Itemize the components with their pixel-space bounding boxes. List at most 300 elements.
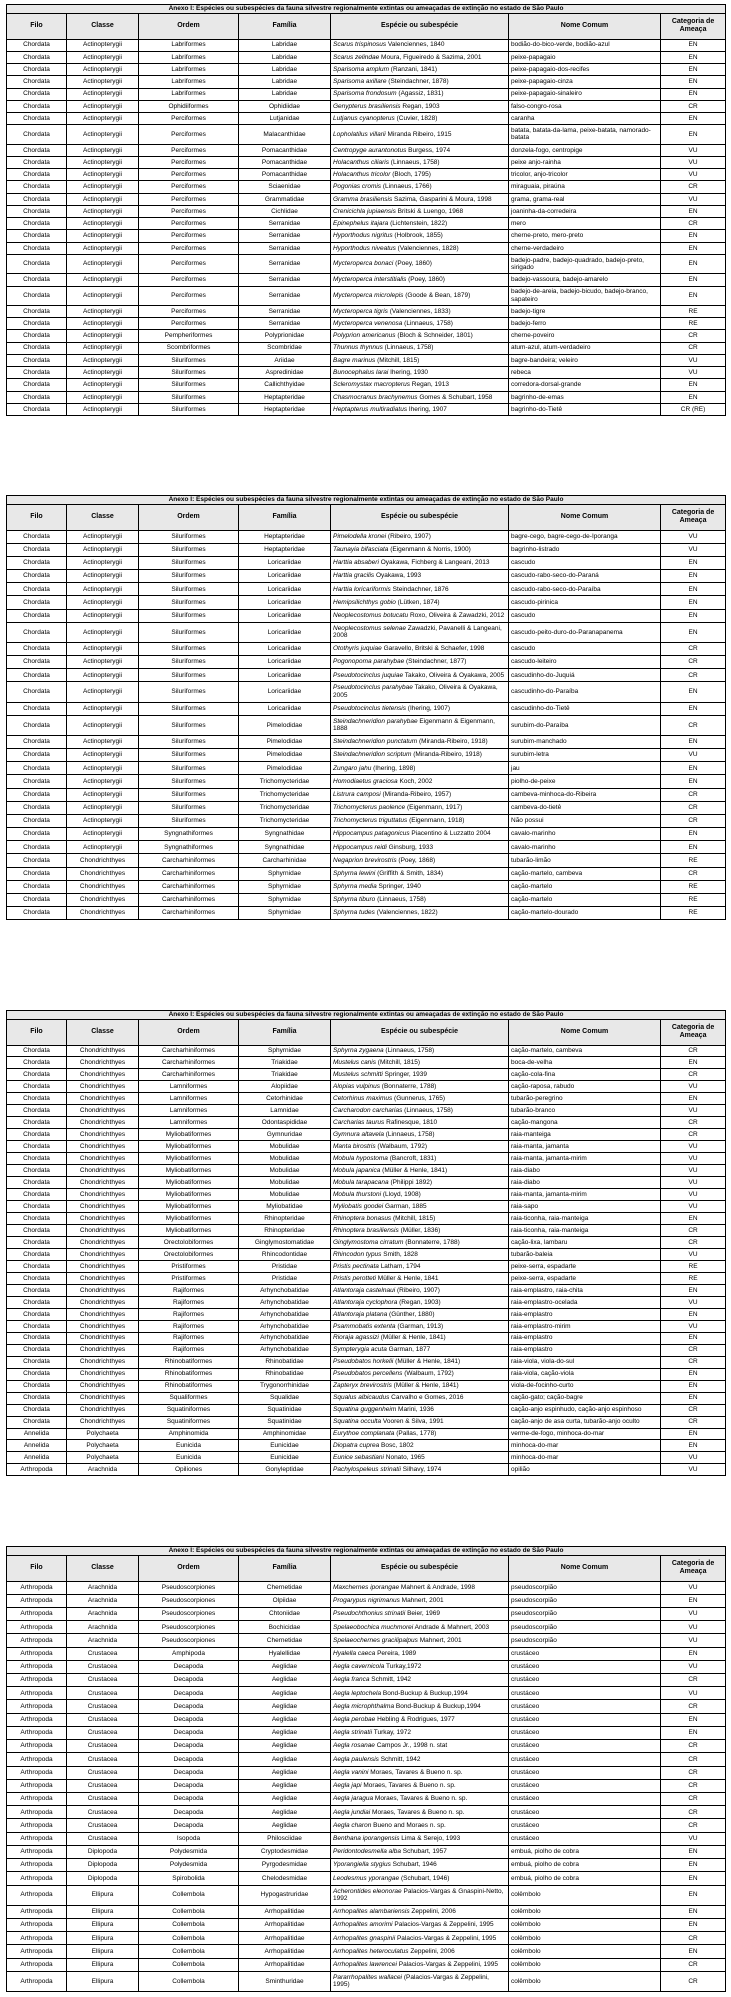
cell-familia: Alopiidae	[239, 1081, 331, 1093]
cell-filo: Chordata	[7, 181, 67, 193]
cell-categoria: CR	[661, 1356, 726, 1368]
cell-categoria: VU	[661, 1581, 726, 1594]
cell-classe: Actinopterygii	[67, 76, 139, 88]
cell-classe: Chondrichthyes	[67, 1117, 139, 1129]
cell-classe: Chondrichthyes	[67, 1129, 139, 1141]
cell-categoria: CR	[661, 1416, 726, 1428]
cell-categoria: CR	[661, 1932, 726, 1945]
cell-familia: Sphyrnidae	[239, 907, 331, 920]
cell-nome-comum: cascudo-rabo-seco-do-Paraíba	[509, 583, 661, 596]
cell-especie	[331, 342, 509, 354]
species-author: (Cuvier, 1828)	[394, 114, 438, 122]
species-author: Turkay, 1972	[372, 1729, 411, 1737]
species-name: Zapteryx brevirostris	[333, 1382, 392, 1390]
species-author: (Günther, 1880)	[387, 1310, 435, 1318]
cell-categoria: CR	[661, 1237, 726, 1249]
cell-especie	[331, 1594, 509, 1607]
species-name: Squalus albicaudus	[333, 1394, 390, 1402]
cell-filo: Chordata	[7, 893, 67, 906]
species-table	[6, 495, 726, 920]
cell-familia: Serranidae	[239, 218, 331, 230]
table-row	[7, 1700, 726, 1713]
cell-familia: Lutjanidae	[239, 113, 331, 125]
species-author: Mahnert, 2001	[399, 1597, 444, 1605]
cell-nome-comum: peixe-papagaio-dos-recifes	[509, 64, 661, 76]
species-name: Carcharias taurus	[333, 1119, 385, 1127]
cell-nome-comum: badejo-vassoura, badejo-amarelo	[509, 274, 661, 286]
species-name: Steindachneridion punctatum	[333, 738, 418, 746]
cell-especie	[331, 749, 509, 762]
cell-nome-comum: cherne-verdadeiro	[509, 242, 661, 254]
cell-familia: Sphyrnidae	[239, 867, 331, 880]
cell-nome-comum: cação-mangona	[509, 1117, 661, 1129]
species-name: Aegla strinatii	[333, 1729, 373, 1737]
table-row	[7, 1189, 726, 1201]
cell-categoria: VU	[661, 543, 726, 556]
cell-especie	[331, 682, 509, 702]
table-row	[7, 1660, 726, 1673]
cell-nome-comum: cambeva-do-tietê	[509, 801, 661, 814]
cell-classe: Chondrichthyes	[67, 1057, 139, 1069]
cell-nome-comum: opilião	[509, 1464, 661, 1476]
cell-categoria: VU	[661, 530, 726, 543]
cell-ordem: Orectolobiformes	[139, 1237, 239, 1249]
species-author: Palacios-Vargas & Zeppelini, 1995	[395, 1934, 497, 1942]
cell-ordem: Perciformes	[139, 242, 239, 254]
cell-filo: Chordata	[7, 330, 67, 342]
cell-filo: Chordata	[7, 156, 67, 168]
cell-familia: Ophidiidae	[239, 100, 331, 112]
cell-categoria: EN	[661, 39, 726, 51]
cell-especie	[331, 1284, 509, 1296]
cell-filo: Arthropoda	[7, 1726, 67, 1739]
table-row	[7, 828, 726, 841]
cell-nome-comum: cascudo-leiteiro	[509, 656, 661, 669]
cell-familia: Labridae	[239, 39, 331, 51]
cell-categoria: VU	[661, 1634, 726, 1647]
cell-ordem: Pseudoscorpiones	[139, 1607, 239, 1620]
cell-familia: Sphyrnidae	[239, 1045, 331, 1057]
species-name: Mobula hypostoma	[333, 1154, 388, 1162]
cell-classe: Crustacea	[67, 1660, 139, 1673]
cell-classe: Chondrichthyes	[67, 1105, 139, 1117]
cell-especie	[331, 656, 509, 669]
table-row	[7, 156, 726, 168]
cell-filo: Chordata	[7, 144, 67, 156]
cell-ordem: Ophidiiformes	[139, 100, 239, 112]
cell-ordem: Squatiniformes	[139, 1416, 239, 1428]
cell-filo: Chordata	[7, 1153, 67, 1165]
species-author: Moraes, Tavares & Bueno n. sp.	[361, 1782, 456, 1790]
cell-familia: Sphyrnidae	[239, 880, 331, 893]
cell-ordem: Siluriformes	[139, 788, 239, 801]
cell-filo: Chordata	[7, 76, 67, 88]
cell-nome-comum: crustáceo	[509, 1740, 661, 1753]
cell-especie	[331, 1958, 509, 1971]
cell-filo: Arthropoda	[7, 1872, 67, 1885]
cell-nome-comum: crustáceo	[509, 1832, 661, 1845]
cell-familia: Serranidae	[239, 305, 331, 317]
cell-especie	[331, 1177, 509, 1189]
cell-familia: Loricariidae	[239, 596, 331, 609]
table-block-4	[6, 1546, 725, 1992]
table-row	[7, 125, 726, 144]
cell-familia: Loricariidae	[239, 583, 331, 596]
cell-categoria: EN	[661, 682, 726, 702]
cell-nome-comum: crustáceo	[509, 1713, 661, 1726]
species-name: Steindachneridion scriptum	[333, 751, 412, 759]
cell-nome-comum: cascudo-peito-duro-do-Paranapanema	[509, 622, 661, 642]
species-author: Silhavy, 1974	[400, 1466, 442, 1474]
species-author: Piacentino & Luzzatto 2004	[409, 830, 491, 838]
cell-categoria: EN	[661, 702, 726, 715]
cell-filo: Chordata	[7, 622, 67, 642]
table-row	[7, 543, 726, 556]
cell-filo: Chordata	[7, 100, 67, 112]
table-row	[7, 367, 726, 379]
species-name: Crenicichla jupiaensis	[333, 207, 396, 215]
cell-nome-comum: embuá, piolho de cobra	[509, 1859, 661, 1872]
species-author: Eigenmann & Eigenmann, 1888	[333, 717, 495, 733]
cell-especie	[331, 702, 509, 715]
cell-especie	[331, 669, 509, 682]
cell-nome-comum: corredora-dorsal-grande	[509, 379, 661, 391]
cell-filo: Chordata	[7, 788, 67, 801]
cell-nome-comum: colêmbolo	[509, 1971, 661, 1991]
cell-ordem: Pseudoscorpiones	[139, 1594, 239, 1607]
cell-nome-comum: pseudoscorpião	[509, 1634, 661, 1647]
table-row	[7, 39, 726, 51]
cell-ordem: Carcharhiniformes	[139, 1057, 239, 1069]
cell-especie	[331, 841, 509, 854]
cell-filo: Chordata	[7, 1237, 67, 1249]
species-author: (Valenciennes, 1828)	[395, 244, 459, 252]
cell-filo: Chordata	[7, 570, 67, 583]
cell-classe: Crustacea	[67, 1832, 139, 1845]
species-name: Aegla leptochela	[333, 1689, 382, 1697]
species-name: Psammobatis extenta	[333, 1322, 396, 1330]
species-name: Arrhopalites gnaspinii	[333, 1934, 396, 1942]
species-name: Pseudochthonius strinatii	[333, 1610, 406, 1618]
table-row	[7, 1452, 726, 1464]
header-ordem: Ordem	[139, 1555, 239, 1581]
species-author: Regan, 1903	[400, 102, 440, 110]
cell-filo: Arthropoda	[7, 1594, 67, 1607]
cell-especie	[331, 1368, 509, 1380]
cell-categoria: VU	[661, 1320, 726, 1332]
cell-familia: Loricariidae	[239, 642, 331, 655]
cell-categoria: EN	[661, 556, 726, 569]
species-name: Harttia absaberi	[333, 559, 379, 567]
species-name: Thunnus thynnus	[333, 344, 383, 352]
species-name: Holacanthus ciliaris	[333, 158, 389, 166]
cell-categoria: EN	[661, 1093, 726, 1105]
cell-categoria: EN	[661, 274, 726, 286]
cell-classe: Actinopterygii	[67, 88, 139, 100]
cell-filo: Chordata	[7, 1201, 67, 1213]
table-row	[7, 205, 726, 217]
cell-nome-comum: piolho-de-peixe	[509, 775, 661, 788]
cell-filo: Arthropoda	[7, 1819, 67, 1832]
cell-familia: Aeglidae	[239, 1766, 331, 1779]
cell-classe: Actinopterygii	[67, 669, 139, 682]
species-name: Centropyge aurantonotus	[333, 146, 407, 154]
species-author: Takako, Oliveira & Oyakawa, 2005	[333, 684, 498, 699]
species-author: Schubart, 1957	[400, 1848, 447, 1856]
cell-especie	[331, 156, 509, 168]
species-name: Heptapterus multiradiatus	[333, 405, 408, 413]
cell-nome-comum: colêmbolo	[509, 1885, 661, 1905]
cell-filo: Chordata	[7, 1272, 67, 1284]
cell-classe: Crustacea	[67, 1779, 139, 1792]
species-author: (Garman, 1913)	[395, 1322, 444, 1330]
species-name: Trichomycterus triguttatus	[333, 817, 408, 825]
cell-ordem: Rajiformes	[139, 1344, 239, 1356]
table-row	[7, 76, 726, 88]
header-categoria: Categoria de Ameaça	[661, 1019, 726, 1045]
cell-classe: Chondrichthyes	[67, 893, 139, 906]
cell-familia: Cichlidae	[239, 205, 331, 217]
cell-especie	[331, 1806, 509, 1819]
cell-ordem: Squatiniformes	[139, 1404, 239, 1416]
cell-familia: Loricariidae	[239, 556, 331, 569]
table-row	[7, 1806, 726, 1819]
species-name: Pseudotocinclus parahybae	[333, 684, 413, 692]
cell-classe: Chondrichthyes	[67, 1069, 139, 1081]
cell-classe: Arachnida	[67, 1581, 139, 1594]
species-author: (Mitchill, 1815)	[391, 1214, 436, 1222]
cell-filo: Chordata	[7, 642, 67, 655]
cell-filo: Arthropoda	[7, 1905, 67, 1918]
cell-filo: Chordata	[7, 1260, 67, 1272]
table-row	[7, 1647, 726, 1660]
header-nome-comum: Nome Comum	[509, 1555, 661, 1581]
table-row	[7, 907, 726, 920]
species-author: (Linnaeus, 1758)	[389, 158, 440, 166]
species-name: Scarus trispinosus	[333, 41, 387, 49]
table-row	[7, 656, 726, 669]
cell-classe: Actinopterygii	[67, 596, 139, 609]
table-row	[7, 51, 726, 63]
cell-familia: Serranidae	[239, 230, 331, 242]
cell-categoria: EN	[661, 64, 726, 76]
cell-nome-comum: falso-congro-rosa	[509, 100, 661, 112]
cell-familia: Serranidae	[239, 274, 331, 286]
cell-classe: Actinopterygii	[67, 391, 139, 403]
cell-classe: Arachnida	[67, 1464, 139, 1476]
table-row	[7, 1687, 726, 1700]
table-row	[7, 556, 726, 569]
table-row	[7, 181, 726, 193]
cell-nome-comum: pseudoscorpião	[509, 1581, 661, 1594]
cell-ordem: Collembola	[139, 1885, 239, 1905]
cell-ordem: Orectolobiformes	[139, 1248, 239, 1260]
cell-filo: Chordata	[7, 880, 67, 893]
species-author: Bond-Buckup & Buckup,1994	[381, 1689, 468, 1697]
species-name: Arrhopalites alambariensis	[333, 1908, 410, 1916]
cell-especie	[331, 1621, 509, 1634]
cell-filo: Chordata	[7, 583, 67, 596]
cell-nome-comum: raia-emplastro	[509, 1332, 661, 1344]
species-author: (Bancroft, 1831)	[387, 1154, 437, 1162]
cell-classe: Actinopterygii	[67, 100, 139, 112]
cell-classe: Actinopterygii	[67, 788, 139, 801]
species-name: Mycteroperca interstitialis	[333, 276, 407, 284]
cell-classe: Ellipura	[67, 1905, 139, 1918]
cell-especie	[331, 51, 509, 63]
table-row	[7, 1153, 726, 1165]
cell-filo: Chordata	[7, 1320, 67, 1332]
cell-ordem: Labriformes	[139, 76, 239, 88]
cell-categoria: EN	[661, 570, 726, 583]
species-name: Yporangiella stygius	[333, 1861, 391, 1869]
cell-categoria: EN	[661, 205, 726, 217]
cell-filo: Chordata	[7, 669, 67, 682]
cell-categoria: VU	[661, 169, 726, 181]
cell-ordem: Decapoda	[139, 1779, 239, 1792]
species-author: Britski & Luengo, 1968	[395, 207, 464, 215]
cell-nome-comum: cascudo-rabo-seco-do-Paraná	[509, 570, 661, 583]
table-row	[7, 1117, 726, 1129]
table-row	[7, 1296, 726, 1308]
cell-classe: Crustacea	[67, 1700, 139, 1713]
cell-familia: Sminthuridae	[239, 1971, 331, 1991]
cell-categoria: RE	[661, 1260, 726, 1272]
table-row	[7, 1356, 726, 1368]
header-especie: Espécie ou subespécie	[331, 1019, 509, 1045]
cell-filo: Chordata	[7, 205, 67, 217]
header-ordem: Ordem	[139, 1019, 239, 1045]
species-name: Scarus zelindae	[333, 53, 380, 61]
species-name: Cetorhinus maximus	[333, 1095, 393, 1103]
cell-nome-comum: jau	[509, 762, 661, 775]
cell-classe: Diplopoda	[67, 1845, 139, 1858]
cell-nome-comum: pseudoscorpião	[509, 1607, 661, 1620]
cell-categoria: VU	[661, 1660, 726, 1673]
cell-ordem: Perciformes	[139, 274, 239, 286]
cell-familia: Squatinidae	[239, 1404, 331, 1416]
cell-filo: Chordata	[7, 828, 67, 841]
cell-especie	[331, 596, 509, 609]
cell-familia: Aeglidae	[239, 1700, 331, 1713]
cell-categoria: CR	[661, 1753, 726, 1766]
cell-ordem: Siluriformes	[139, 801, 239, 814]
cell-categoria: CR	[661, 1129, 726, 1141]
cell-ordem: Siluriformes	[139, 656, 239, 669]
species-name: Aegla japi	[333, 1782, 362, 1790]
cell-filo: Chordata	[7, 230, 67, 242]
cell-categoria: VU	[661, 193, 726, 205]
species-name: Maxchernes iporangae	[333, 1583, 400, 1591]
cell-classe: Chondrichthyes	[67, 1237, 139, 1249]
cell-nome-comum: raia-diabo	[509, 1165, 661, 1177]
cell-classe: Crustacea	[67, 1766, 139, 1779]
cell-especie	[331, 1859, 509, 1872]
cell-especie	[331, 100, 509, 112]
species-name: Ginglymostoma cirratum	[333, 1238, 404, 1246]
cell-especie	[331, 1872, 509, 1885]
table-title: Anexo I: Espécies ou subespécies da fauna silvestre regionalmente extintas ou ameaçadas de extinção no estado de São Paulo	[7, 5, 726, 14]
cell-ordem: Isopoda	[139, 1832, 239, 1845]
cell-filo: Chordata	[7, 1368, 67, 1380]
cell-nome-comum: donzela-fogo, centropige	[509, 144, 661, 156]
cell-especie	[331, 1213, 509, 1225]
cell-filo: Chordata	[7, 596, 67, 609]
cell-familia: Arhynchobatidae	[239, 1296, 331, 1308]
cell-categoria: VU	[661, 1201, 726, 1213]
cell-categoria: CR	[661, 181, 726, 193]
species-name: Aegla paulensis	[333, 1755, 379, 1763]
header-nome-comum: Nome Comum	[509, 1019, 661, 1045]
cell-familia: Chernetidae	[239, 1581, 331, 1594]
cell-familia: Arrhopalitidae	[239, 1918, 331, 1931]
species-name: Gramma brasiliensis	[333, 195, 393, 203]
cell-filo: Chordata	[7, 1105, 67, 1117]
cell-classe: Chondrichthyes	[67, 1177, 139, 1189]
cell-categoria: VU	[661, 1189, 726, 1201]
cell-especie	[331, 39, 509, 51]
cell-nome-comum: crustáceo	[509, 1647, 661, 1660]
cell-ordem: Lamniformes	[139, 1117, 239, 1129]
species-author: (Ihering, 1907)	[406, 704, 451, 712]
cell-familia: Chtoniidae	[239, 1607, 331, 1620]
species-author: Palacios-Vargas & Gnaspini-Netto, 1992	[333, 1887, 504, 1903]
cell-ordem: Siluriformes	[139, 762, 239, 775]
species-name: Hippocampus patagonicus	[333, 830, 410, 838]
species-author: Palacios-Vargas & Zeppelini, 1995	[396, 1960, 499, 1968]
table-row	[7, 1105, 726, 1117]
species-author: Marini, 1936	[396, 1406, 434, 1414]
cell-familia: Aeglidae	[239, 1726, 331, 1739]
cell-especie	[331, 1189, 509, 1201]
cell-categoria: CR	[661, 715, 726, 735]
cell-classe: Chondrichthyes	[67, 1153, 139, 1165]
species-name: Otothyris juquiae	[333, 645, 382, 653]
table-row	[7, 1918, 726, 1931]
cell-filo: Arthropoda	[7, 1674, 67, 1687]
species-name: Squatina guggenheim	[333, 1406, 397, 1414]
species-name: Atlantoraja platana	[333, 1310, 388, 1318]
cell-categoria: VU	[661, 1141, 726, 1153]
table-row	[7, 1237, 726, 1249]
cell-nome-comum: crustáceo	[509, 1726, 661, 1739]
cell-especie	[331, 907, 509, 920]
species-name: Pseudotocinclus juquiae	[333, 671, 404, 679]
cell-categoria: VU	[661, 1452, 726, 1464]
species-name: Neoplecostomus selenae	[333, 624, 406, 632]
cell-categoria: VU	[661, 1177, 726, 1189]
cell-categoria: RE	[661, 318, 726, 330]
cell-ordem: Siluriformes	[139, 583, 239, 596]
cell-especie	[331, 570, 509, 583]
cell-ordem: Lamniformes	[139, 1093, 239, 1105]
species-author: Müller & Henle, 1841	[376, 1274, 439, 1282]
species-author: Sazima, Gasparini & Moura, 1998	[392, 195, 492, 203]
cell-familia: Serranidae	[239, 242, 331, 254]
cell-ordem: Carcharhiniformes	[139, 1045, 239, 1057]
table-row	[7, 1885, 726, 1905]
cell-categoria: CR	[661, 669, 726, 682]
cell-filo: Chordata	[7, 1356, 67, 1368]
cell-especie	[331, 242, 509, 254]
species-name: Aegla vanini	[333, 1768, 369, 1776]
cell-categoria: EN	[661, 1213, 726, 1225]
cell-classe: Chondrichthyes	[67, 1248, 139, 1260]
cell-classe: Chondrichthyes	[67, 1189, 139, 1201]
cell-filo: Chordata	[7, 193, 67, 205]
header-categoria: Categoria de Ameaça	[661, 13, 726, 39]
table-row	[7, 1793, 726, 1806]
